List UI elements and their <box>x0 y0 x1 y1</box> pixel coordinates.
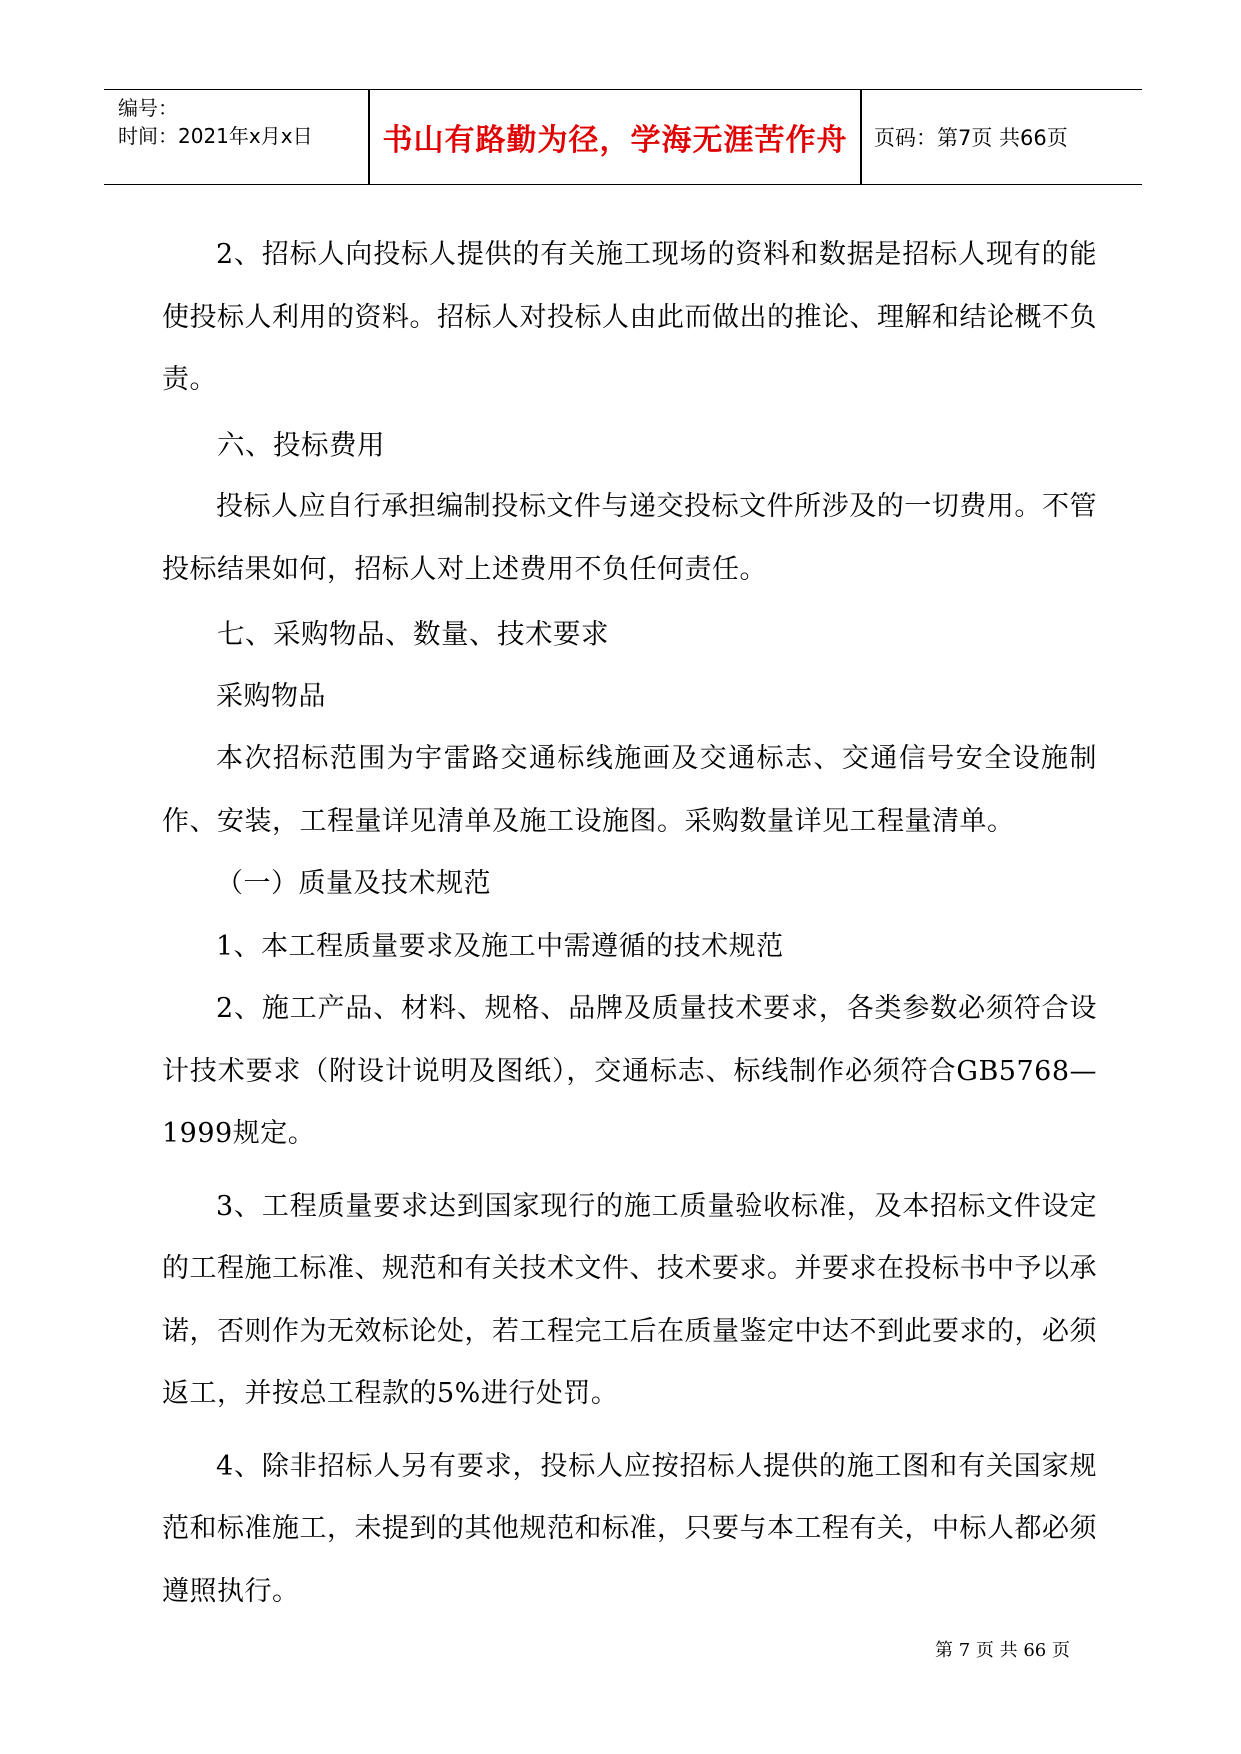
section-heading-procurement: 七、采购物品、数量、技术要求 <box>217 618 609 650</box>
paragraph-bid-cost: 投标人应自行承担编制投标文件与递交投标文件所涉及的一切费用。不管投标结果如何，招标人对上述费用不负任何责任。 <box>162 491 1097 585</box>
paragraph-procurement-items: 采购物品 <box>216 680 326 712</box>
header-motto: 书山有路勤为径，学海无涯苦作舟 <box>382 123 848 158</box>
header-divider <box>860 90 862 184</box>
header-page-info: 页码：第7页 共66页 <box>874 126 1068 150</box>
paragraph-bidder-data: 2、招标人向投标人提供的有关施工现场的资料和数据是招标人现有的能使投标人利用的资料。招标人对投标人由此而做出的推论、理解和结论概不负责。 <box>162 239 1097 395</box>
subheading-quality: （一）质量及技术规范 <box>216 868 491 899</box>
page-footer: 第 7 页 共 66 页 <box>935 1640 1070 1661</box>
paragraph-quality-3: 3、工程质量要求达到国家现行的施工质量验收标准，及本招标文件设定的工程施工标准、规范和有关技术文件、技术要求。并要求在投标书中予以承诺，否则作为无效标论处，若工程完工后在质量鉴定中达不到此要求的，必须返工，并按总工程款的5%进行处罚。 <box>162 1190 1097 1409</box>
document-time-label: 时间：2021年x月x日 <box>118 124 313 148</box>
paragraph-quality-4: 4、除非招标人另有要求，投标人应按招标人提供的施工图和有关国家规范和标准施工，未提到的其他规范和标准，只要与本工程有关，中标人都必须遵照执行。 <box>162 1450 1097 1607</box>
paragraph-quality-2: 2、施工产品、材料、规格、品牌及质量技术要求，各类参数必须符合设计技术要求（附设计说明及图纸），交通标志、标线制作必须符合GB5768—1999规定。 <box>162 993 1097 1149</box>
document-body <box>162 224 1097 1623</box>
section-heading-bid-cost: 六、投标费用 <box>217 428 385 461</box>
paragraph-scope: 本次招标范围为宇雷路交通标线施画及交通标志、交通信号安全设施制作、安装，工程量详见清单及施工设施图。采购数量详见工程量清单。 <box>162 743 1097 837</box>
document-number-label: 编号： <box>118 96 178 120</box>
paragraph-quality-1: 1、本工程质量要求及施工中需遵循的技术规范 <box>216 930 784 962</box>
header-meta <box>118 94 366 150</box>
page-header <box>104 89 1142 185</box>
